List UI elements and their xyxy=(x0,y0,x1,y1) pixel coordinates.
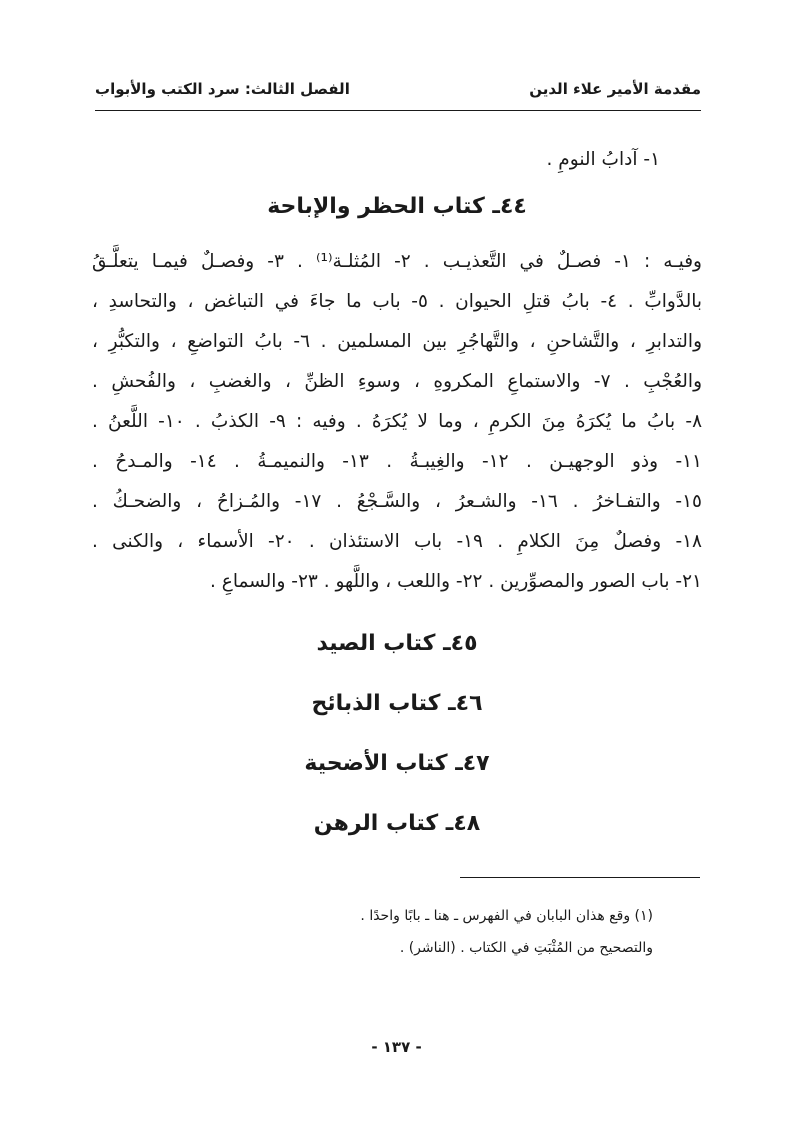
body-line-4: والعُجْبِ . ٧- والاستماعِ المكروهِ ، وسوءِ الظنِّ ، والغضبِ ، والفُحشِ . xyxy=(92,371,702,392)
body-line-9: ٢١- باب الصور والمصوِّرين . ٢٢- واللعب ، واللَّهو . ٢٣- والسماعِ . xyxy=(210,571,702,592)
body-line-7: ١٥- والتفـاخرُ . ١٦- والشـعرُ ، والسَّـجْعُ . ١٧- والمُـزاحُ ، والضحـكُ . xyxy=(92,491,702,512)
body-line-2: بالدَّوابِّ . ٤- بابُ قتلِ الحيوان . ٥- باب ما جاءَ في التباغض ، والتحاسدِ ، xyxy=(92,291,702,312)
header-book-title: مقدمة الأمير علاء الدين xyxy=(529,80,701,98)
list-item-intro: ١- آدابُ النومِ . xyxy=(546,149,660,170)
footnote-1-line-1: (١) وقع هذان البابان في الفهرس ـ هنا ـ بابًا واحدًا . xyxy=(360,908,653,924)
header-divider xyxy=(95,110,701,111)
page-body xyxy=(92,140,702,854)
page-number: - ١٣٧ - xyxy=(371,1038,422,1056)
book-heading-45: ٤٥ـ كتاب الصيد xyxy=(316,631,478,656)
book-heading-47: ٤٧ـ كتاب الأضحية xyxy=(304,751,490,776)
footnotes xyxy=(233,900,653,964)
body-line-5: ٨- بابُ ما يُكرَهُ مِنَ الكرمِ ، وما لا يُكرَهُ . وفيه : ٩- الكذبُ . ١٠- اللَّعنُ . xyxy=(92,411,702,432)
footnote-1-line-2: والتصحيح من المُثْبَتِ في الكتاب . (الناشر) . xyxy=(399,940,653,956)
header-chapter-title: الفصل الثالث: سرد الكتب والأبواب xyxy=(95,80,350,98)
body-line-6: ١١- وذو الوجهيـن . ١٢- والغِيبـةُ . ١٣- والنميمـةُ . ١٤- والمـدحُ . xyxy=(92,451,702,472)
running-header xyxy=(95,78,701,104)
body-line-3: والتدابرِ ، والتَّشاحنِ ، والتَّهاجُرِ بين المسلمين . ٦- بابُ التواضعِ ، والتكبُّرِ ، xyxy=(92,331,702,352)
book-heading-48: ٤٨ـ كتاب الرهن xyxy=(313,811,481,836)
body-line-1: وفيـه : ١- فصـلٌ في التَّعذيـب . ٢- المُثلـة⁽¹⁾ . ٣- وفصـلٌ فيمـا يتعلَّـقُ xyxy=(92,251,702,272)
book-heading-46: ٤٦ـ كتاب الذبائح xyxy=(311,691,483,716)
book-heading-44: ٤٤ـ كتاب الحظر والإباحة xyxy=(267,194,527,219)
body-line-8: ١٨- وفصلٌ مِنَ الكلامِ . ١٩- باب الاستئذان . ٢٠- الأسماء ، والكنى . xyxy=(92,531,702,552)
footnote-divider xyxy=(460,877,700,878)
